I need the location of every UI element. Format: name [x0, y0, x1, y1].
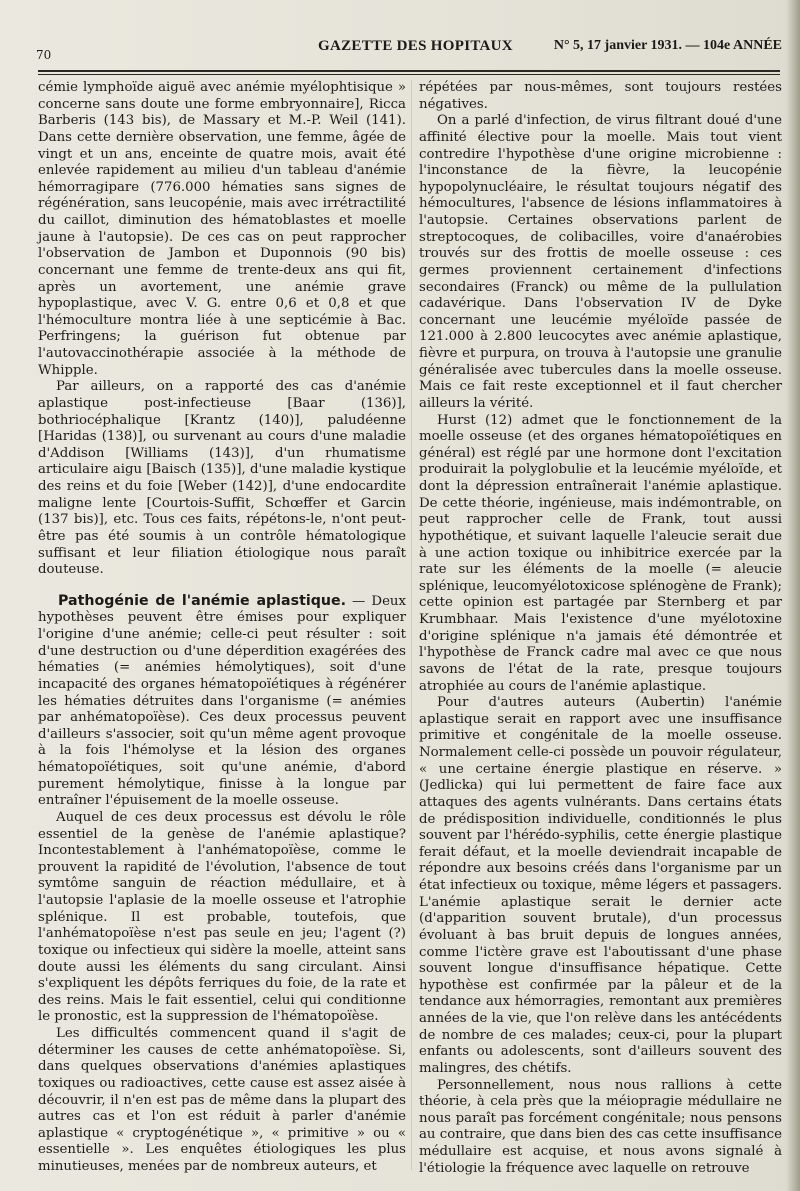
- column-divider: [411, 80, 412, 1170]
- paragraph: Auquel de ces deux processus est dévolu le rôle essentiel de la genèse de l'anémie aplastique? Incontestablement à l'anhématopoïèse, comme le prouvent la rapidité de l'évolution, l'absence de tout symtôme sanguin de réaction médullaire, et à l'autopsie l'aplasie de la moelle osseuse et l'atrophie splénique. Il est probable, toutefois, que l'anhématopoïèse n'est pas seule en jeu; l'agent (?) toxique ou infectieux qui sidère la moelle, atteint sans doute aussi les éléments du sang circulant. Ainsi s'expliquent les dépôts ferriques du foie, de la rate et des reins. Mais le fait essentiel, celui qui conditionne le pronostic, est la suppression de l'hématopoïèse.: [38, 809, 406, 1025]
- page-header: [36, 36, 782, 62]
- section-text: — Deux hypothèses peuvent être émises pour expliquer l'origine d'une anémie; celle-ci peut résulter : soit d'une destruction ou d'une déperdition exagérées des hématies (= anémies hémolytiques), soit d'une incapacité des organes hématopoïétiques à régénérer les hématies détruites dans l'organisme (= anémies par anhématopoïèse). Ces deux processus peuvent d'ailleurs s'associer, soit qu'un même agent provoque à la fois l'hémolyse et la lésion des organes hématopoïétiques, soit qu'une anémie, d'abord purement hémolytique, finisse à la longue par entraîner l'épuisement de la moelle osseuse.: [38, 593, 406, 809]
- section-paragraph: [38, 593, 406, 810]
- paragraph: Par ailleurs, on a rapporté des cas d'anémie aplastique post-infectieuse [Baar (136)], bothriocéphalique [Krantz (140)], paludéenne [Haridas (138)], ou survenant au cours d'une maladie d'Addison [Williams (143)], d'un rhumatisme articulaire aigu [Baisch (135)], d'une maladie kystique des reins et du foie [Weber (142)], d'une endocardite maligne lente [Courtois-Suffit, Schœffer et Garcin (137 bis)], etc. Tous ces faits, répétons-le, n'ont peut-être pas été soumis à un contrôle hématologique suffisant et leur filiation étiologique nous paraît douteuse.: [38, 379, 406, 578]
- paragraph: Hurst (12) admet que le fonctionnement de la moelle osseuse (et des organes hématopoïétiques en général) est réglé par une hormone dont l'excitation produirait la polyglobulie et la leucémie myéloïde, et dont la dépression entraînerait l'anémie aplastique. De cette théorie, ingénieuse, mais indémontrable, on peut rapprocher celle de Frank, tout aussi hypothétique, et suivant laquelle l'aleucie serait due à une action toxique ou inhibitrice exercée par la rate sur les éléments de la moelle (= aleucie splénique, leucomyélotoxicose splénogène de Frank); cette opinion est partagée par Sternberg et par Krumbhaar. Mais l'existence d'une myélotoxine d'origine splénique n'a jamais été démontrée et l'hypothèse de Franck cadre mal avec ce que nous savons de l'état de la rate, presque toujours atrophiée au cours de l'anémie aplastique.: [419, 412, 782, 694]
- right-column: [419, 80, 782, 1177]
- paragraph: On a parlé d'infection, de virus filtrant doué d'une affinité élective pour la moelle. Mais tout vient contredire l'hypothèse d'une origine microbienne : l'inconstance de la fièvre, la leucopénie hypopolynucléaire, le résultat toujours négatif des hémocultures, l'absence de lésions inflammatoires à l'autopsie. Certaines observations parlent de streptocoques, de colibacilles, voire d'anaérobies trouvés sur des frottis de moelle osseuse : ces germes proviennent certainement d'infections secondaires (Franck) ou même de la pullulation cadavérique. Dans l'observation IV de Dyke concernant une leucémie myéloïde passée de 121.000 à 2.800 leucocytes avec anémie aplastique, fièvre et purpura, on trouva à l'autopsie une granulie généralisée avec tubercules dans la moelle osseuse. Mais ce fait reste exceptionnel et il faut chercher ailleurs la vérité.: [419, 113, 782, 411]
- page-number: 70: [36, 48, 52, 62]
- paragraph: Pour d'autres auteurs (Aubertin) l'anémie aplastique serait en rapport avec une insuffisance primitive et congénitale de la moelle osseuse. Normalement celle-ci possède un pouvoir régulateur, « une certaine énergie plastique en réserve. » (Jedlicka) qui lui permettent de faire face aux attaques des agents vulnérants. Dans certains états de prédisposition individuelle, conditionnés le plus souvent par l'hérédo-syphilis, cette énergie plastique ferait défaut, et la moelle deviendrait incapable de répondre aux besoins créés dans l'organisme par un état infectieux ou toxique, même légers et passagers. L'anémie aplastique serait le dernier acte (d'apparition souvent brutale), d'un processus évoluant à bas bruit depuis de longues années, comme l'ictère grave est l'aboutissant d'une phase souvent longue d'insuffisance hépatique. Cette hypothèse est confirmée par la pâleur et de la tendance aux hémorragies, remontant aux premières années de la vie, que l'on relève dans les antécédents de nombre de ces malades; ceux-ci, pour la plupart enfants ou adolescents, sont d'ailleurs souvent des malingres, des chétifs.: [419, 695, 782, 1076]
- issue-info: N° 5, 17 janvier 1931. — 104e ANNÉE: [553, 38, 782, 53]
- paragraph: cémie lymphoïde aiguë avec anémie myélophtisique » concerne sans doute une forme embryonnaire], Ricca Barberis (143 bis), de Massary et M.-P. Weil (141). Dans cette dernière observation, une femme, âgée de vingt et un ans, enceinte de quatre mois, avait été enlevée rapidement au milieu d'un tableau d'anémie hémorragipare (776.000 hématies sans signes de régénération, sans leucopénie, mais avec irrétractilité du caillot, diminution des hématoblastes et moelle jaune à l'autopsie). De ces cas on peut rapprocher l'observation de Jambon et Duponnois (90 bis) concernant une femme de trente-deux ans qui fit, après un avortement, une anémie grave hypoplastique, avec V. G. entre 0,6 et 0,8 et que l'hémoculture montra liée à une septicémie à Bac. Perfringens; la guérison fut obtenue par l'autovaccinothérapie associée à la méthode de Whipple.: [38, 80, 406, 378]
- paragraph: Personnellement, nous nous rallions à cette théorie, à cela près que la méiopragie médullaire ne nous paraît pas forcément congénitale; nous pensons au contraire, que dans bien des cas cette insuffisance médullaire est acquise, et nous avons signalé à l'étiologie la fréquence avec laquelle on retrouve: [419, 1077, 782, 1176]
- section-title: Pathogénie de l'anémie aplastique.: [58, 592, 346, 609]
- paragraph: répétées par nous-mêmes, sont toujours restées négatives.: [419, 80, 782, 112]
- journal-title: GAZETTE DES HOPITAUX: [318, 38, 513, 54]
- left-column: [38, 80, 406, 1176]
- page-edge-shadow: [786, 0, 800, 1191]
- paragraph: Les difficultés commencent quand il s'agit de déterminer les causes de cette anhématopoïèse. Si, dans quelques observations d'anémies aplastiques toxiques ou radioactives, cette cause est assez aisée à découvrir, il n'en est pas de même dans la plupart des autres cas et l'on est réduit à parler d'anémie aplastique « cryptogénétique », « primitive » ou « essentielle ». Les enquêtes étiologiques les plus minutieuses, menées par de nombreux auteurs, et: [38, 1026, 406, 1174]
- header-rule: [38, 70, 780, 75]
